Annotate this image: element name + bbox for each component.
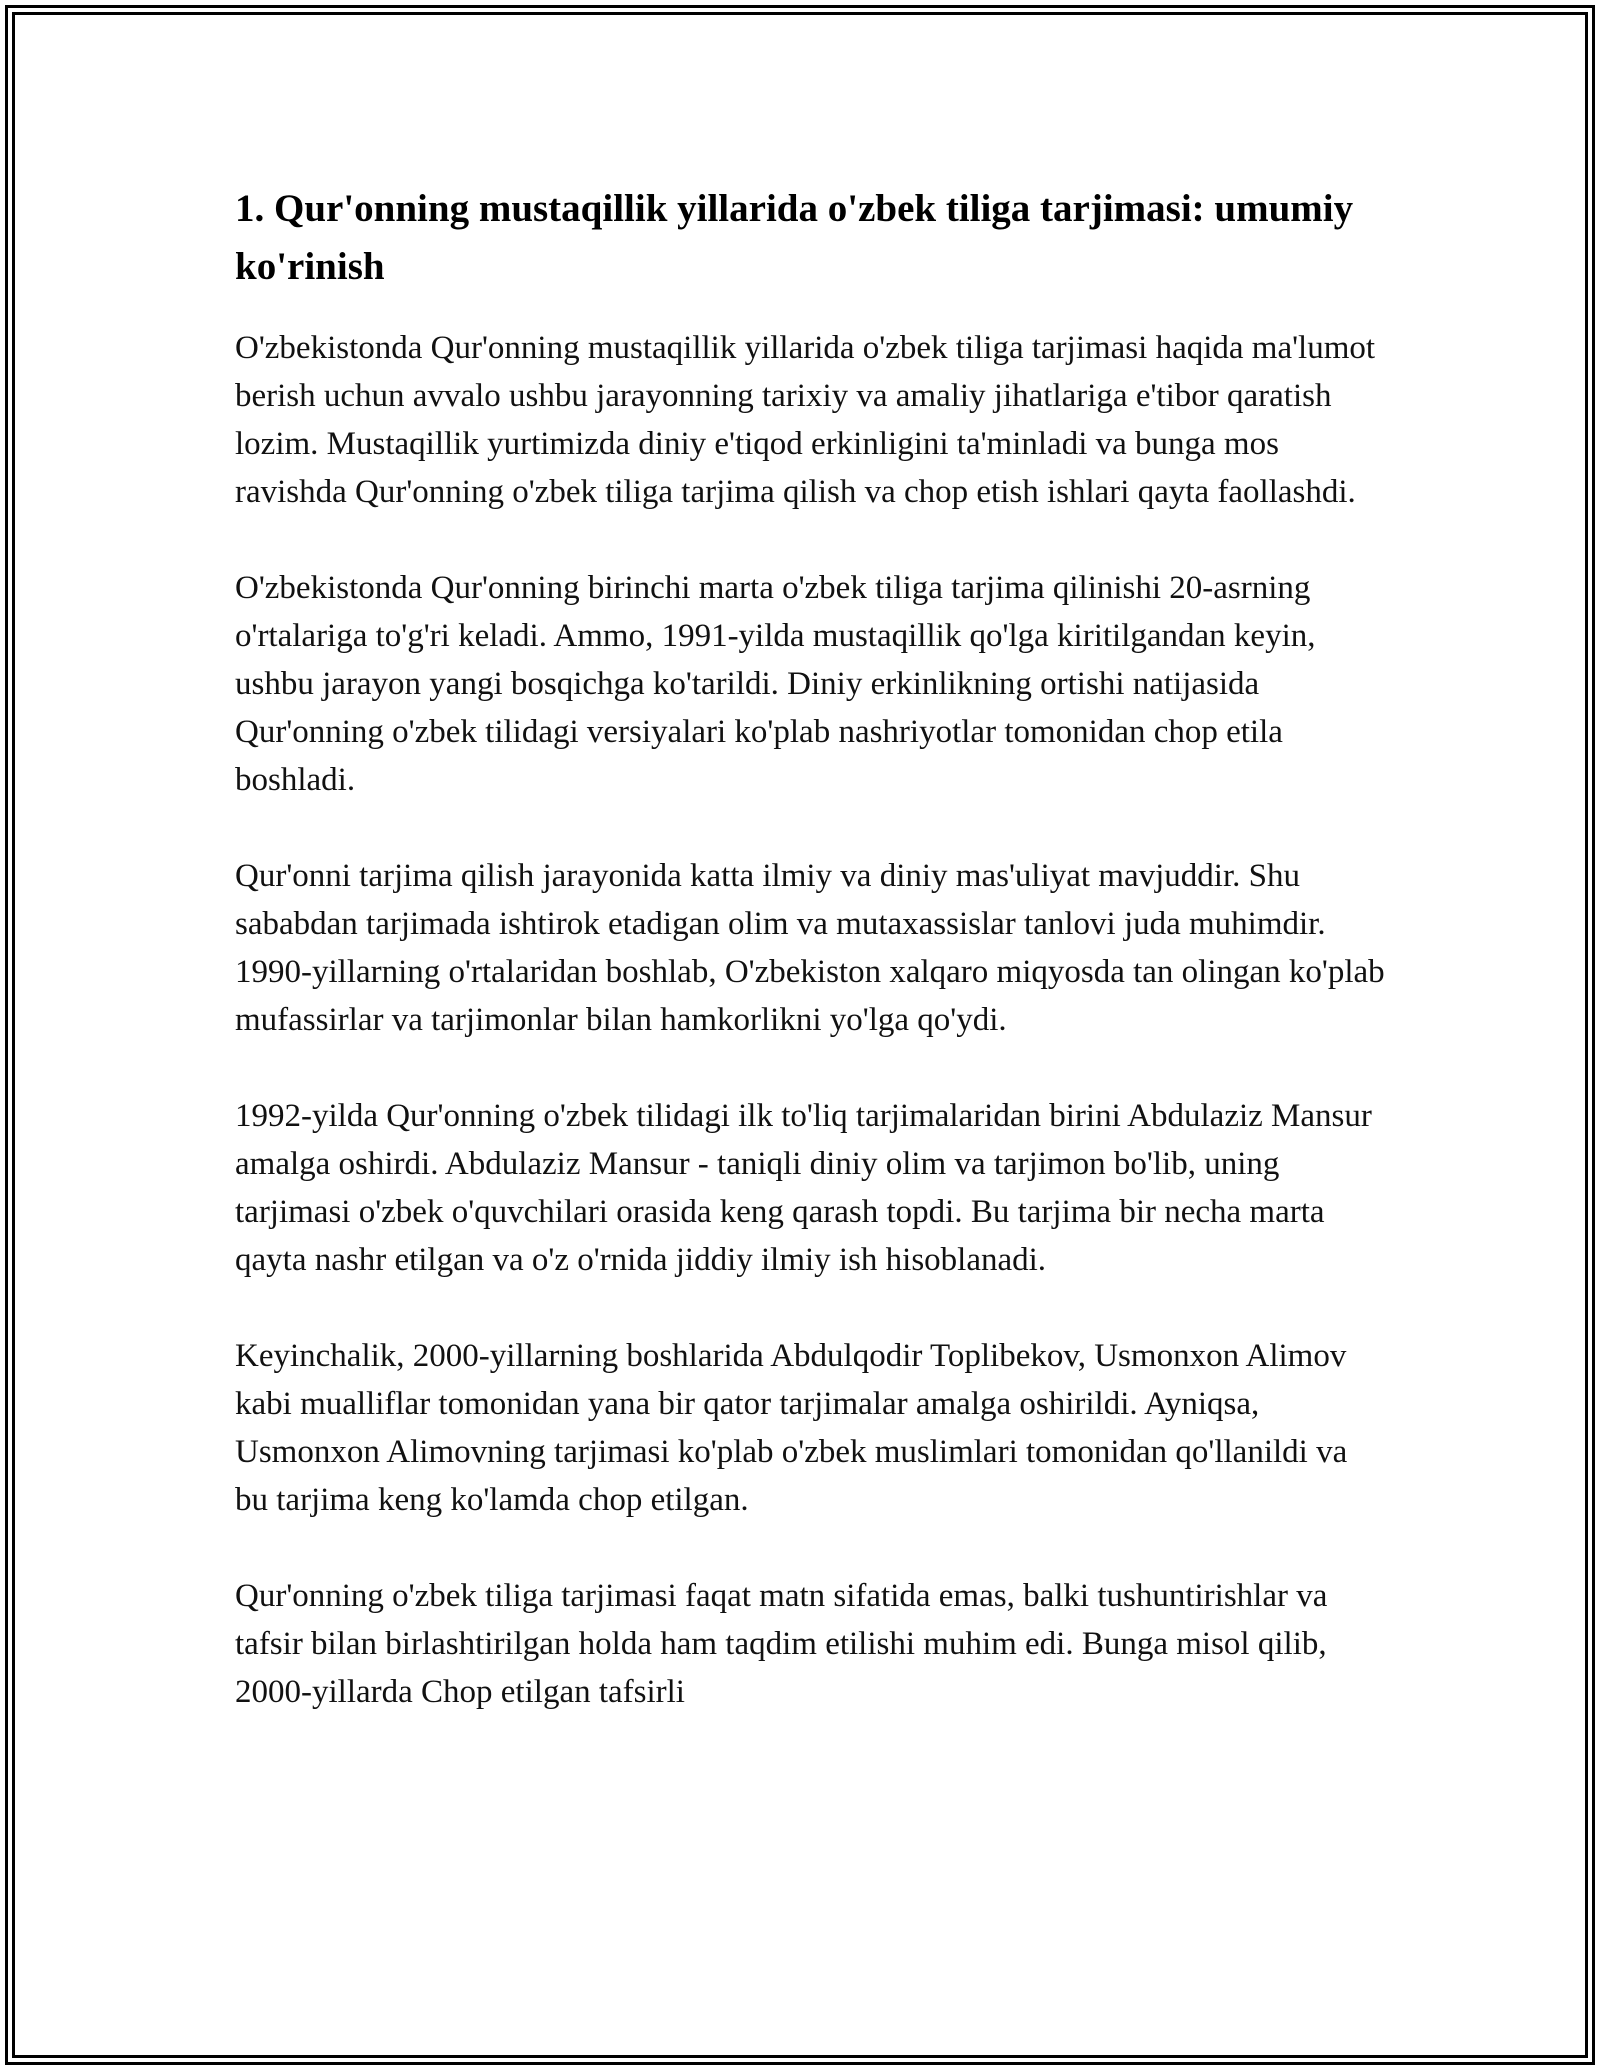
paragraph-1: O'zbekistonda Qur'onning mustaqillik yillarida o'zbek tiliga tarjimasi haqida ma'lumot berish uchun avvalo ushbu jarayonning tarixiy va amaliy jihatlariga e'tibor qaratish lozim. Mustaqillik yurtimizda diniy e'tiqod erkinligini ta'minladi va bunga mos ravishda Qur'onning o'zbek tiliga tarjima qilish va chop etish ishlari qayta faollashdi.: [235, 330, 1376, 510]
document-body: [235, 180, 1385, 1764]
paragraph-5: Keyinchalik, 2000-yillarning boshlarida Abdulqodir Toplibekov, Usmonxon Alimov kabi mualliflar tomonidan yana bir qator tarjimalar amalga oshirildi. Ayniqsa, Usmonxon Alimovning tarjimasi ko'plab o'zbek muslimlari tomonidan qo'llanildi va bu tarjima keng ko'lamda chop etilgan.: [235, 1338, 1348, 1518]
section-heading: 1. Qur'onning mustaqillik yillarida o'zbek tiliga tarjimasi: umumiy ko'rinish: [235, 187, 1354, 288]
paragraph-4: 1992-yilda Qur'onning o'zbek tilidagi ilk to'liq tarjimalaridan birini Abdulaziz Mansur amalga oshirdi. Abdulaziz Mansur - taniqli diniy olim va tarjimon bo'lib, uning tarjimasi o'zbek o'quvchilari orasida keng qarash topdi. Bu tarjima bir necha marta qayta nashr etilgan va o'z o'rnida jiddiy ilmiy ish hisoblanadi.: [235, 1098, 1372, 1278]
paragraph-2: O'zbekistonda Qur'onning birinchi marta o'zbek tiliga tarjima qilinishi 20-asrning o'rtalariga to'g'ri keladi. Ammo, 1991-yilda mustaqillik qo'lga kiritilgandan keyin, ushbu jarayon yangi bosqichga ko'tarildi. Diniy erkinlikning ortishi natijasida Qur'onning o'zbek tilidagi versiyalari ko'plab nashriyotlar tomonidan chop etila boshladi.: [235, 570, 1316, 798]
paragraph-6: Qur'onning o'zbek tiliga tarjimasi faqat matn sifatida emas, balki tushuntirishlar va tafsir bilan birlashtirilgan holda ham taqdim etilishi muhim edi. Bunga misol qilib, 2000-yillarda Chop etilgan tafsirli: [235, 1578, 1328, 1710]
paragraph-3: Qur'onni tarjima qilish jarayonida katta ilmiy va diniy mas'uliyat mavjuddir. Shu sababdan tarjimada ishtirok etadigan olim va mutaxassislar tanlovi juda muhimdir. 1990-yillarning o'rtalaridan boshlab, O'zbekiston xalqaro miqyosda tan olingan ko'plab mufassirlar va tarjimonlar bilan hamkorlikni yo'lga qo'ydi.: [235, 858, 1385, 1038]
